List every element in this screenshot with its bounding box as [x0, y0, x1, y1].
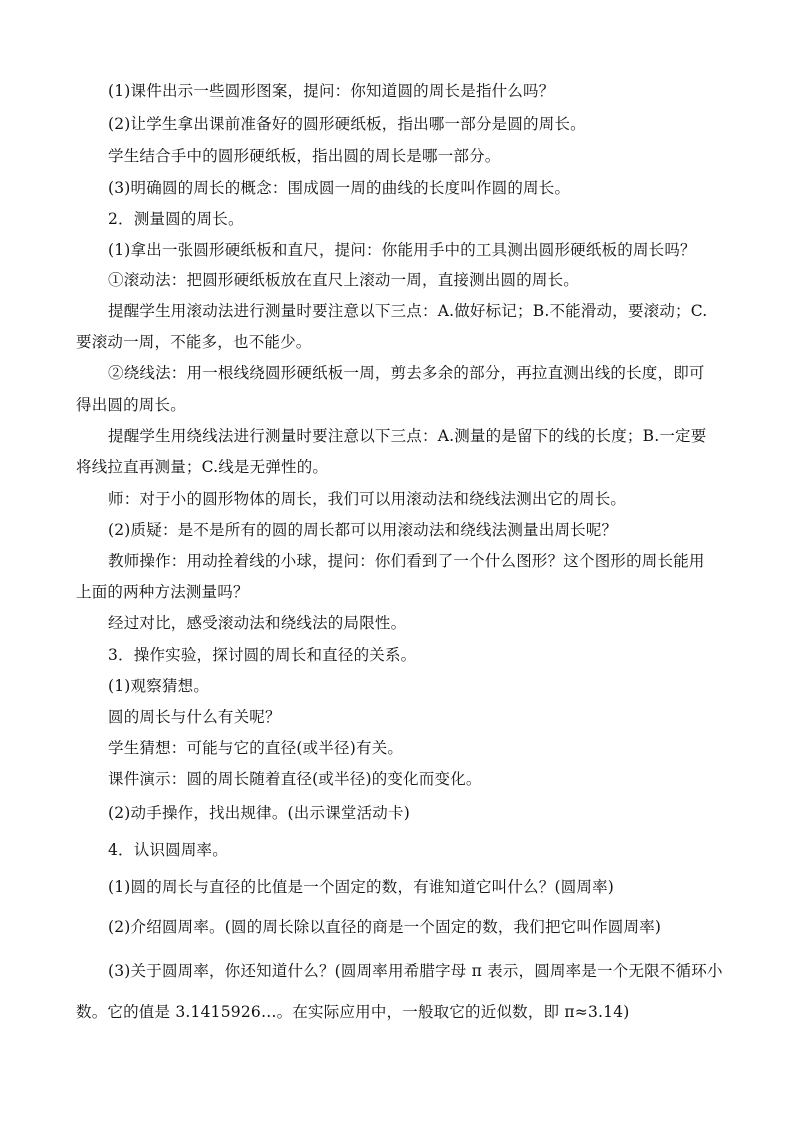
paragraph-line: 提醒学生用绕线法进行测量时要注意以下三点：A.测量的是留下的线的长度；B.一定要 [108, 427, 707, 445]
paragraph-line: 要滚动一周，不能多，也不能少。 [76, 333, 312, 351]
paragraph-line: 经过对比，感受滚动法和绕线法的局限性。 [108, 614, 407, 632]
section-heading: 3．操作实验，探讨圆的周长和直径的关系。 [108, 646, 417, 664]
paragraph-line: 将线拉直再测量；C.线是无弹性的。 [76, 458, 329, 476]
paragraph-line: (1)课件出示一些圆形图案，提问：你知道圆的周长是指什么吗？ [108, 82, 555, 100]
paragraph-line: 上面的两种方法测量吗？ [76, 583, 249, 601]
paragraph-line: 课件演示：圆的周长随着直径(或半径)的变化而变化。 [108, 770, 482, 788]
section-heading: 2．测量圆的周长。 [108, 210, 244, 228]
paragraph-line: (1)圆的周长与直径的比值是一个固定的数，有谁知道它叫什么？(圆周率) [108, 878, 615, 896]
paragraph-line: 师：对于小的圆形物体的周长，我们可以用滚动法和绕线法测出它的周长。 [108, 490, 627, 508]
paragraph-line: ①滚动法：把圆形硬纸板放在直尺上滚动一周，直接测出圆的周长。 [108, 271, 580, 289]
paragraph-line: 圆的周长与什么有关呢？ [108, 708, 281, 726]
paragraph-line: (3)关于圆周率，你还知道什么？(圆周率用希腊字母 π 表示，圆周率是一个无限不循环小 [108, 962, 723, 980]
paragraph-line: (3)明确圆的周长的概念：围成圆一周的曲线的长度叫作圆的周长。 [108, 179, 571, 197]
paragraph-line: 学生猜想：可能与它的直径(或半径)有关。 [108, 739, 404, 757]
paragraph-line: 数。它的值是 3.1415926…。在实际应用中，一般取它的近似数，即 π≈3.14) [76, 1003, 630, 1021]
paragraph-line: (2)动手操作，找出规律。(出示课堂活动卡) [108, 804, 410, 822]
paragraph-line: (2)介绍圆周率。(圆的周长除以直径的商是一个固定的数，我们把它叫作圆周率) [108, 918, 662, 936]
paragraph-line: (1)观察猜想。 [108, 677, 210, 695]
paragraph-line: 学生结合手中的圆形硬纸板，指出圆的周长是哪一部分。 [108, 147, 501, 165]
paragraph-line: 提醒学生用滚动法进行测量时要注意以下三点：A.做好标记；B.不能滑动，要滚动；C. [108, 302, 708, 320]
paragraph-line: (1)拿出一张圆形硬纸板和直尺，提问：你能用手中的工具测出圆形硬纸板的周长吗？ [108, 241, 696, 259]
paragraph-line: 得出圆的周长。 [76, 396, 186, 414]
paragraph-line: (2)让学生拿出课前准备好的圆形硬纸板，指出哪一部分是圆的周长。 [108, 115, 586, 133]
paragraph-line: ②绕线法：用一根线绕圆形硬纸板一周，剪去多余的部分，再拉直测出线的长度，即可 [108, 364, 705, 382]
section-heading: 4．认识圆周率。 [108, 841, 228, 859]
paragraph-line: (2)质疑：是不是所有的圆的周长都可以用滚动法和绕线法测量出周长呢？ [108, 521, 618, 539]
paragraph-line: 教师操作：用动拴着线的小球，提问：你们看到了一个什么图形？这个图形的周长能用 [108, 552, 705, 570]
